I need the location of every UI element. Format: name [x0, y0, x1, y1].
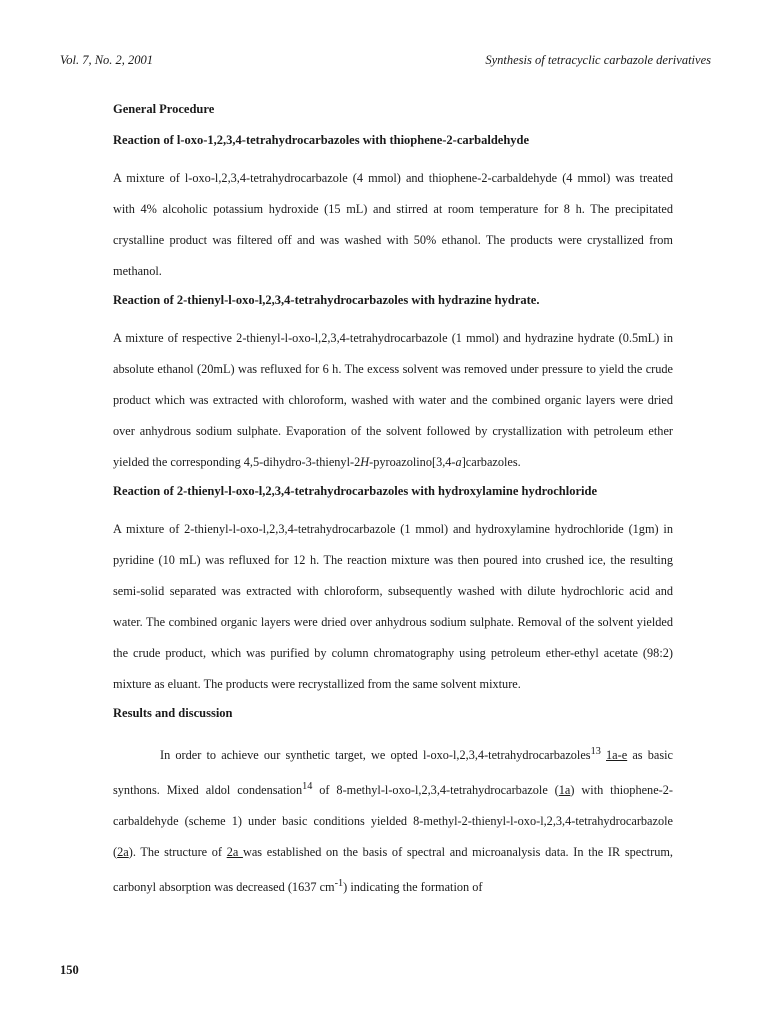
- page-number: 150: [60, 963, 79, 977]
- text-run: -pyroazolino[3,4-: [369, 455, 456, 469]
- compound-ref: 2a: [226, 845, 243, 860]
- paragraph-hydrazine-procedure: [113, 323, 673, 478]
- paragraph-aldehyde-procedure: A mixture of l-oxo-l,2,3,4-tetrahydrocarbazole (4 mmol) and thiophene-2-carbaldehyde (4 mmol) was treated with 4% alcoholic potassium hydroxide (15 mL) and stirred at room temperature for 8 h. The precipitated crystalline product was filtered off and was washed with 50% ethanol. The products were crystallized from methanol.: [113, 171, 673, 278]
- text-run: ) with thiophene-2-carbaldehyde (scheme 1) under basic conditions yielded 8-methyl-2-thienyl-l-oxo-l,2,3,4-tetrahydrocarbazole (: [113, 783, 673, 860]
- subheading-hydrazine-reaction: Reaction of 2-thienyl-l-oxo-l,2,3,4-tetrahydrocarbazoles with hydrazine hydrate.: [113, 293, 540, 307]
- text-run: ). The structure of: [128, 845, 227, 860]
- running-header-title: Synthesis of tetracyclic carbazole derivatives: [485, 53, 711, 67]
- subheading-aldehyde-reaction: Reaction of l-oxo-1,2,3,4-tetrahydrocarbazoles with thiophene-2-carbaldehyde: [113, 133, 530, 147]
- paragraph-hydroxylamine-procedure: A mixture of 2-thienyl-l-oxo-l,2,3,4-tetrahydrocarbazole (1 mmol) and hydroxylamine hydrochloride (1gm) in pyridine (10 mL) was refluxed for 12 h. The reaction mixture was then poured into crushed ice, the resulting semi-solid separated was extracted with chloroform, subsequently washed with dilute hydrochloric acid and water. The combined organic layers were dried over anhydrous sodium sulphate. Removal of the solvent yielded the crude product, which was purified by column chromatography using petroleum ether-ethyl acetate (98:2) mixture as eluant. The products were recrystallized from the same solvent mixture.: [113, 522, 673, 691]
- body-text: [113, 101, 673, 908]
- citation-superscript: 14: [302, 781, 313, 793]
- text-run: ]carbazoles.: [461, 455, 521, 469]
- subheading-hydroxylamine-reaction: Reaction of 2-thienyl-l-oxo-l,2,3,4-tetrahydrocarbazoles with hydroxylamine hydrochloride: [113, 484, 597, 498]
- section-heading-results: Results and discussion: [113, 706, 233, 720]
- compound-ref: 2a: [117, 845, 129, 860]
- text-run: A mixture of respective 2-thienyl-l-oxo-l,2,3,4-tetrahydrocarbazole (1 mmol) and hydrazine hydrate (0.5mL) in absolute ethanol (20mL) was refluxed for 6 h. The excess solvent was removed under pressure to yield the crude product which was extracted with chloroform, washed with water and the combined organic layers were dried over anhydrous sodium sulphate. Evaporation of the solvent followed by crystallization with petroleum ether yielded the corresponding 4,5-dihydro-3-thienyl-2: [113, 331, 673, 469]
- paragraph-results: [113, 736, 673, 903]
- italic-run: H: [360, 455, 370, 469]
- compound-ref: 1a: [558, 783, 571, 798]
- running-header-journal: Vol. 7, No. 2, 2001: [60, 53, 154, 67]
- text-run: as basic synthons. Mixed aldol condensation: [113, 748, 673, 798]
- section-heading-general-procedure: General Procedure: [113, 102, 215, 116]
- unit-superscript: -1: [334, 878, 344, 890]
- text-run: In order to achieve our synthetic target, we opted l-oxo-l,2,3,4-tetrahydrocarbazoles: [160, 748, 591, 763]
- text-run: ) indicating the formation of: [343, 880, 483, 895]
- text-run: of 8-methyl-l-oxo-l,2,3,4-tetrahydrocarbazole (: [312, 783, 559, 798]
- compound-ref: 1a-e: [606, 748, 628, 763]
- citation-superscript: 13: [590, 746, 601, 757]
- text-run: was established on the basis of spectral and microanalysis data. In the IR spectrum, carbonyl absorption was decreased (1637 cm: [113, 845, 673, 895]
- italic-run: a: [455, 455, 462, 469]
